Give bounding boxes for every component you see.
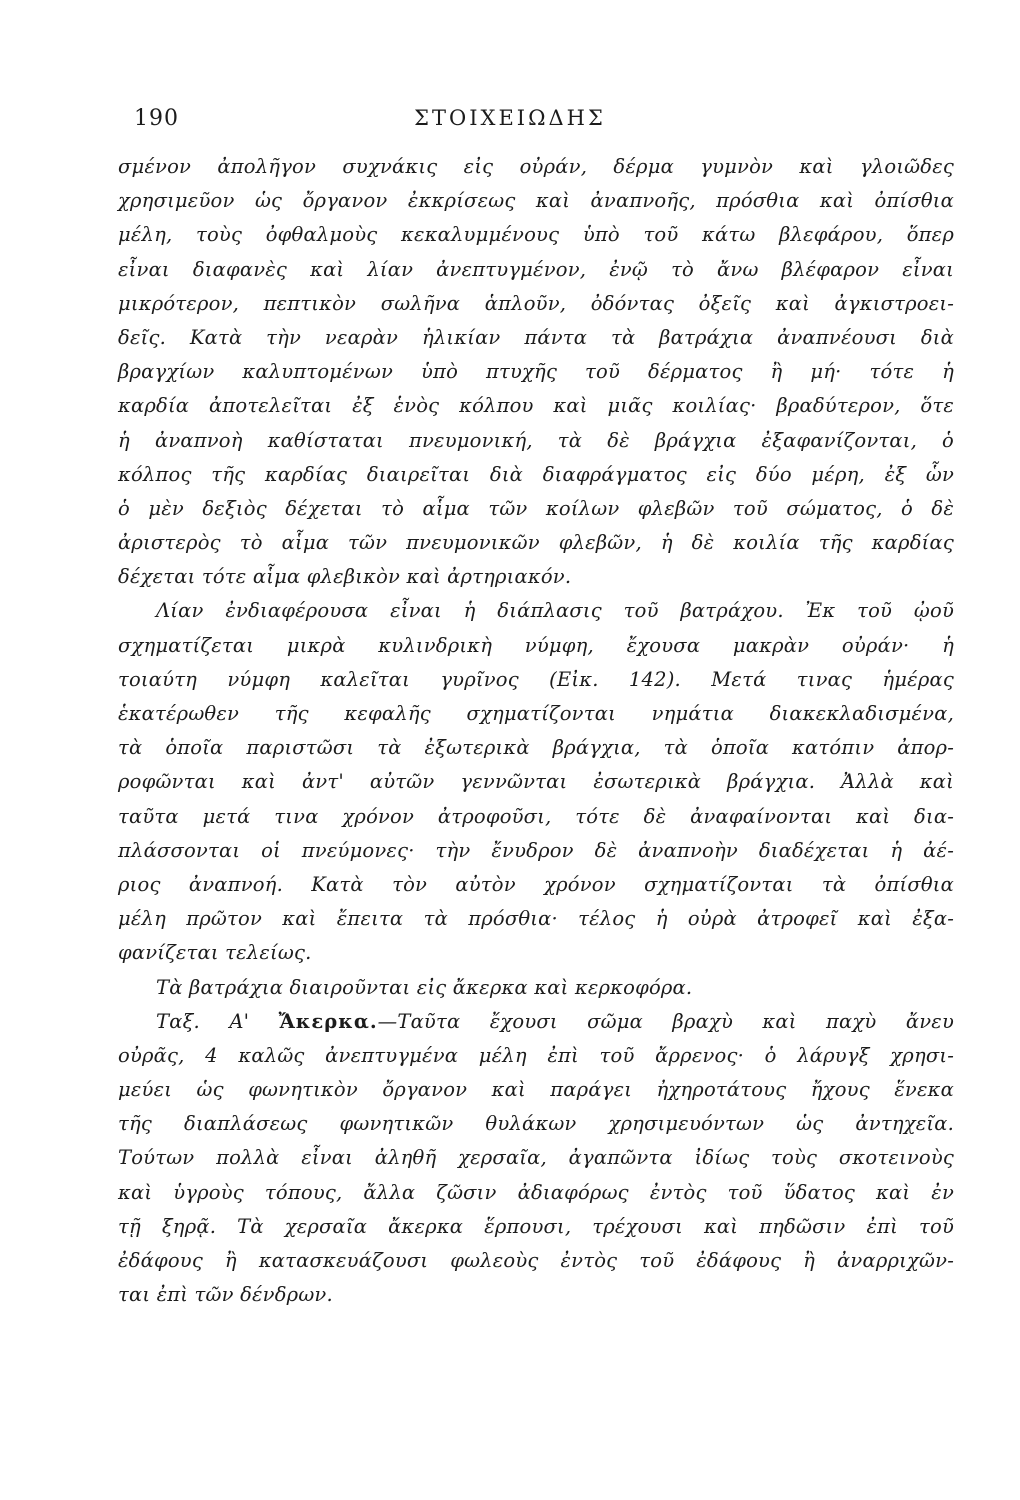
text-line: ταῦτα μετά τινα χρόνον ἀτροφοῦσι, τότε δὲ ἀναφαίνονται καὶ δια- bbox=[118, 804, 954, 828]
text-line: Τούτων πολλὰ εἶναι ἀληθῆ χερσαῖα, ἀγαπῶντα ἰδίως τοὺς σκοτεινοὺς bbox=[118, 1146, 954, 1170]
text-line: τῆς διαπλάσεως φωνητικῶν θυλάκων χρησιμευόντων ὡς ἀντηχεῖα. bbox=[118, 1112, 954, 1136]
text-line: τοιαύτη νύμφη καλεῖται γυρῖνος (Εἰκ. 142). Μετά τινας ἡμέρας bbox=[118, 667, 954, 691]
text-line: σχηματίζεται μικρὰ κυλινδρικὴ νύμφη, ἔχουσα μακρὰν οὐράν· ἡ bbox=[118, 633, 954, 657]
text-line: κόλπος τῆς καρδίας διαιρεῖται διὰ διαφράγματος εἰς δύο μέρη, ἐξ ὧν bbox=[118, 462, 954, 486]
text-line: σμένον ἀπολῆγον συχνάκις εἰς οὐράν, δέρμα γυμνὸν καὶ γλοιῶδες bbox=[118, 155, 954, 178]
text-line: ἀριστερὸς τὸ αἷμα τῶν πνευμονικῶν φλεβῶν, ἡ δὲ κοιλία τῆς καρδίας bbox=[118, 531, 954, 555]
section-heading-line bbox=[118, 1005, 954, 1039]
text-line: χρησιμεῦον ὡς ὄργανον ἐκκρίσεως καὶ ἀναπνοῆς, πρόσθια καὶ ὀπίσθια bbox=[118, 189, 954, 213]
order-label: Ταξ. Α' bbox=[156, 1009, 250, 1033]
text-line: μικρότερον, πεπτικὸν σωλῆνα ἁπλοῦν, ὀδόντας ὀξεῖς καὶ ἀγκιστροει- bbox=[118, 291, 954, 315]
text-line: τὰ ὁποῖα παριστῶσι τὰ ἐξωτερικὰ βράγχια, τὰ ὁποῖα κατόπιν ἀπορ- bbox=[118, 736, 954, 760]
text-line: βραγχίων καλυπτομένων ὑπὸ πτυχῆς τοῦ δέρματος ἢ μή· τότε ἡ bbox=[118, 360, 954, 384]
text-line: ριος ἀναπνοή. Κατὰ τὸν αὐτὸν χρόνον σχηματίζονται τὰ ὀπίσθια bbox=[118, 872, 954, 896]
text-line: δεῖς. Κατὰ τὴν νεαρὰν ἡλικίαν πάντα τὰ βατράχια ἀναπνέουσι διὰ bbox=[118, 325, 954, 349]
page-number: 190 bbox=[134, 106, 179, 131]
body-text bbox=[118, 150, 954, 1312]
text-line: ἑκατέρωθεν τῆς κεφαλῆς σχηματίζονται νημάτια διακεκλαδισμένα, bbox=[118, 702, 954, 725]
text-line: ἐδάφους ἢ κατασκευάζουσι φωλεοὺς ἐντὸς τοῦ ἐδάφους ἢ ἀναρριχῶν- bbox=[118, 1249, 954, 1272]
text-line: μέλη, τοὺς ὀφθαλμοὺς κεκαλυμμένους ὑπὸ τοῦ κάτω βλεφάρου, ὅπερ bbox=[118, 223, 954, 247]
order-name: Ἄκερκα. bbox=[278, 1009, 378, 1033]
order-description: —Ταῦτα ἔχουσι σῶμα βραχὺ καὶ παχὺ ἄνευ bbox=[377, 1009, 955, 1033]
text-line: εἶναι διαφανὲς καὶ λίαν ἀνεπτυγμένον, ἐνῷ τὸ ἄνω βλέφαρον εἶναι bbox=[118, 257, 954, 281]
text-line: ται ἐπὶ τῶν δένδρων. bbox=[118, 1283, 333, 1307]
text-line: πλάσσονται οἱ πνεύμονες· τὴν ἔνυδρον δὲ ἀναπνοὴν διαδέχεται ἡ ἀέ- bbox=[118, 838, 954, 862]
paragraph-start-line: Τὰ βατράχια διαιροῦνται εἰς ἄκερκα καὶ κερκοφόρα. bbox=[156, 975, 693, 999]
text-line: φανίζεται τελείως. bbox=[118, 941, 312, 965]
paragraph-start-line: Λίαν ἐνδιαφέρουσα εἶναι ἡ διάπλασις τοῦ βατράχου. Ἐκ τοῦ ᾠοῦ bbox=[156, 599, 954, 623]
text-line: ὁ μὲν δεξιὸς δέχεται τὸ αἷμα τῶν κοίλων φλεβῶν τοῦ σώματος, ὁ δὲ bbox=[118, 496, 954, 520]
text-line: δέχεται τότε αἷμα φλεβικὸν καὶ ἀρτηριακόν. bbox=[118, 565, 572, 589]
text-line: καρδία ἀποτελεῖται ἐξ ἑνὸς κόλπου καὶ μιᾶς κοιλίας· βραδύτερον, ὅτε bbox=[118, 394, 954, 418]
text-line: καὶ ὑγροὺς τόπους, ἄλλα ζῶσιν ἀδιαφόρως ἐντὸς τοῦ ὕδατος καὶ ἐν bbox=[118, 1180, 954, 1204]
text-line: μέλη πρῶτον καὶ ἔπειτα τὰ πρόσθια· τέλος ἡ οὐρὰ ἀτροφεῖ καὶ ἐξα- bbox=[118, 907, 954, 931]
text-line: τῇ ξηρᾷ. Τὰ χερσαῖα ἄκερκα ἕρπουσι, τρέχουσι καὶ πηδῶσιν ἐπὶ τοῦ bbox=[118, 1214, 954, 1238]
text-line: οὐρᾶς, 4 καλῶς ἀνεπτυγμένα μέλη ἐπὶ τοῦ ἄρρενος· ὁ λάρυγξ χρησι- bbox=[118, 1043, 954, 1067]
text-line: ροφῶνται καὶ ἀντ' αὐτῶν γεννῶνται ἐσωτερικὰ βράγχια. Ἀλλὰ καὶ bbox=[118, 770, 954, 794]
text-line: ἡ ἀναπνοὴ καθίσταται πνευμονική, τὰ δὲ βράγχια ἐξαφανίζονται, ὁ bbox=[118, 428, 954, 452]
running-title: ΣΤΟΙΧΕΙΩΔΗΣ bbox=[414, 106, 606, 130]
text-line: μεύει ὡς φωνητικὸν ὄργανον καὶ παράγει ἠχηροτάτους ἤχους ἕνεκα bbox=[118, 1078, 954, 1102]
